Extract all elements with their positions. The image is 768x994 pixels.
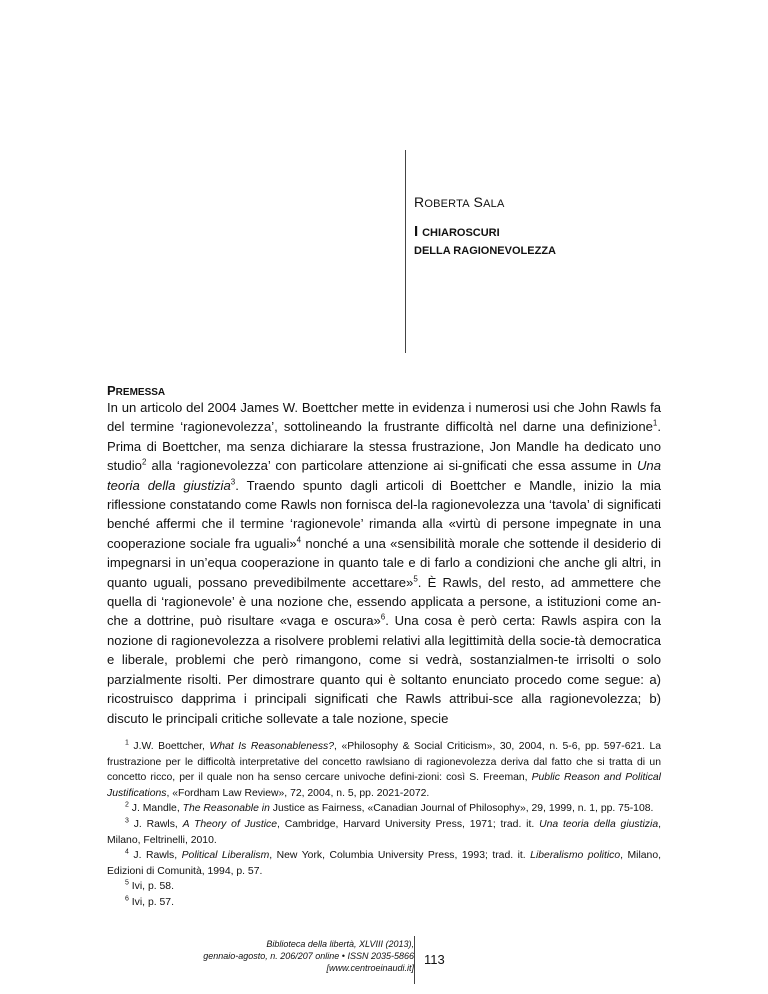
- journal-info: [107, 938, 414, 974]
- paragraph: In un articolo del 2004 James W. Boettcher mette in evidenza i numerosi usi che John Rawls fa del termine ‘ragionevolezza’, sottolineando la frustrante difficoltà nel darne una definizione$^1$. Prima di Boettcher, ma senza dichiarare la stessa frustrazione, Jon Mandle ha dedicato uno studio$^2$ alla ‘ragionevolezza’ con particolare attenzione ai si-gnificati che essa assume in Una teoria della giustizia$^3$. Traendo spunto dagli articoli di Boettcher e Mandle, inizio la mia riflessione constatando come Rawls non fornisca del-la ragionevolezza una ‘tavola’ di significati benché affermi che il termine ‘ragionevole’ rimanda alla «virtù di persone impegnate in una cooperazione sociale fra uguali»$^4$ nonché a una «sensibilità morale che sottende il desiderio di impegnarsi in un’equa cooperazione in quanto tale e di farlo a condizioni che anche gli altri, in quanto uguali, possano prevedibilmente accettare»$^5$. È Rawls, del resto, ad ammettere che quella di ‘ragionevole’ è una nozione che, essendo applicata a persone, a istituzioni come an-che a dottrine, può risultare «vaga e oscura»$^6$. Una cosa è però certa: Rawls aspira con la nozione di ragionevolezza a risolvere problemi relativi alla legittimità della socie-tà democratica e liberale, problemi che però rimangono, come si vedrà, sostanzialmen-te irrisolti o solo parzialmente risolti. Per dimostrare quanto qui è soltanto enunciato procedo come segue: a) ricostruisco dapprima i principali significati che Rawls attribui-sce alla ragionevolezza; b) discuto le principali critiche sollevate a tale nozione, specie: [107, 400, 662, 726]
- footnote-ref[interactable]: 1: [652, 419, 658, 429]
- footnote-ref[interactable]: 5: [413, 574, 418, 584]
- article-title: [414, 222, 556, 260]
- title-line-1: I CHIAROSCURI: [414, 223, 500, 240]
- header-divider-line: [405, 150, 406, 353]
- footnotes: [107, 739, 661, 911]
- footnote-ref[interactable]: 6: [380, 613, 386, 623]
- journal-website[interactable]: [www.centroeinaudi.it]: [326, 963, 414, 973]
- section-heading: PREMESSA: [107, 383, 166, 398]
- footnote-ref[interactable]: 3: [230, 477, 236, 487]
- title-line-2: DELLA RAGIONEVOLEZZA: [414, 245, 556, 257]
- footnote-6: $^6$ Ivi, p. 57.: [125, 895, 174, 908]
- page-number: 113: [424, 952, 445, 967]
- footnote-2: $^2$ J. Mandle, The Reasonable in Justice as Fairness, «Canadian Journal of Philosophy», 29, 1999, n. 1, pp. 75-108.: [125, 801, 654, 815]
- footnote-5: $^5$ Ivi, p. 58.: [125, 879, 174, 893]
- author-name: ROBERTA SALA: [414, 194, 505, 210]
- journal-line-1: Biblioteca della libertà, XLVIII (2013),: [266, 939, 414, 949]
- footnote-3: $^3$ J. Rawls, A Theory of Justice, Cambridge, Harvard University Press, 1971; trad. it. Una teoria della giustizia, Milano, Feltrinelli, 2010.: [107, 817, 661, 846]
- footnote-1: $^1$ J.W. Boettcher, What Is Reasonableness?, «Philosophy & Social Criticism», 30, 2004, n. 5-6, pp. 597-621. La frustrazione per le difficoltà interpretative del concetto rawlsiano di ragionevolezza deriva dal fatto che si tratta di un concetto ricco, per il quale non ha senso cercare univoche defini-zioni: così S. Freeman, Public Reason and Political Justifications, «Fordham Law Review», 72, 2004, n. 5, pp. 2021-2072.: [107, 739, 662, 799]
- footnote-ref[interactable]: 4: [296, 535, 302, 545]
- footnote-ref[interactable]: 2: [141, 457, 147, 467]
- footnote-4: $^4$ J. Rawls, Political Liberalism, New York, Columbia University Press, 1993; trad. it. Liberalismo politico, Milano, Edizioni di Comunità, 1994, p. 57.: [107, 848, 661, 877]
- journal-line-2: gennaio-agosto, n. 206/207 online • ISSN 2035-5866: [203, 951, 414, 961]
- footer-divider-line: [414, 936, 415, 984]
- body-paragraph: [107, 398, 661, 728]
